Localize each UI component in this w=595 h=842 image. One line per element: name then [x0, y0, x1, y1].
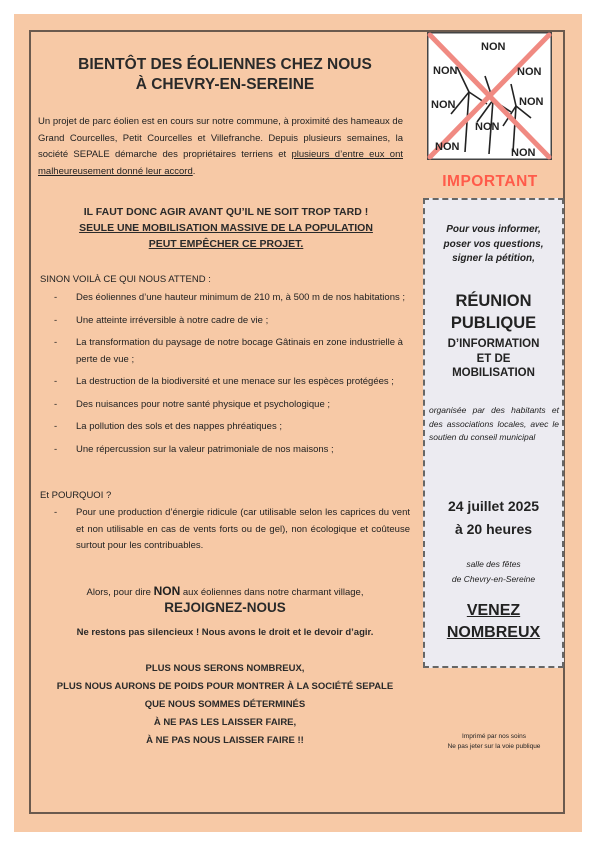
- title-line-2: À CHEVRY-EN-SEREINE: [135, 76, 315, 93]
- closing-line: À NE PAS LES LAISSER FAIRE,: [153, 717, 297, 728]
- intro-end: .: [192, 165, 196, 177]
- inform-line: poser vos questions,: [443, 238, 544, 250]
- title-line-1: BIENTÔT DES ÉOLIENNES CHEZ NOUS: [78, 56, 372, 73]
- threat-item: - Une atteinte irréversible à notre cadre de vie ;: [40, 313, 410, 330]
- threat-item: - Des nuisances pour notre santé physique et psychologique ;: [40, 397, 410, 414]
- threat-item: - La pollution des sols et des nappes phréatiques ;: [40, 419, 410, 436]
- logo-non-word: NON: [517, 66, 542, 78]
- logo-non-word: NON: [435, 141, 460, 153]
- alors-before: Alors, pour dire: [86, 587, 154, 598]
- urgent-call: [40, 204, 412, 252]
- print-line: Ne pas jeter sur la voie publique: [447, 743, 541, 750]
- print-line: Imprimé par nos soins: [462, 733, 526, 740]
- closing-statement: [40, 660, 410, 750]
- date-line: 24 juillet 2025: [447, 498, 540, 514]
- print-notice: [430, 732, 558, 752]
- intro-underlined: plusieurs d’entre eux ont malheureusement donné leur accord: [38, 149, 403, 177]
- venue-line: de Chevry-en-Sereine: [451, 573, 536, 584]
- venez-line: VENEZ: [466, 602, 521, 619]
- flyer-title: [40, 55, 410, 95]
- time-line: à 20 heures: [454, 521, 533, 537]
- info-line: D’INFORMATION: [447, 338, 540, 350]
- alors-line: [40, 584, 410, 598]
- alors-after: aux éoliennes dans notre charmant village,: [180, 587, 364, 598]
- threat-item: - La destruction de la biodiversité et une menace sur les espèces protégées ;: [40, 374, 410, 391]
- closing-line: PLUS NOUS AURONS DE POIDS POUR MONTRER À LA SOCIÉTÉ SEPALE: [56, 681, 394, 692]
- threats-list: [40, 290, 410, 464]
- inform-line: signer la pétition,: [452, 253, 535, 264]
- reunion-line: PUBLIQUE: [450, 314, 537, 332]
- logo-non-word: NON: [475, 121, 500, 133]
- closing-line: À NE PAS NOUS LAISSER FAIRE !!: [146, 735, 304, 746]
- reunion-line: RÉUNION: [455, 292, 532, 310]
- inform-lines: [425, 223, 562, 267]
- intro-paragraph: [38, 114, 403, 180]
- threats-heading: SINON VOILÀ CE QUI NOUS ATTEND :: [40, 274, 211, 285]
- logo-non-word: NON: [511, 147, 536, 159]
- no-wind-turbines-logo: [427, 32, 552, 160]
- intro-text: Un projet de parc éolien est en cours sur notre commune, à proximité des hameaux de Grand Courcelles, Petit Courcelles et Villefranche. Depuis plusieurs semaines, la société SEPALE démarche des propriétaires terriens et: [38, 116, 403, 160]
- logo-non-word: NON: [519, 96, 544, 108]
- threat-item: - La transformation du paysage de notre bocage Gâtinais en zone industrielle à perte de vue ;: [40, 335, 410, 368]
- urgent-line-3: PEUT EMPÊCHER CE PROJET.: [148, 238, 304, 250]
- reason-item: - Pour une production d’énergie ridicule (car utilisable selon les caprices du vent et non utilisable en cas de vents forts ou de gel), non écologique et coûteuse surtout pour les contribuables.: [40, 505, 410, 555]
- reasons-heading: Et POURQUOI ?: [40, 490, 112, 501]
- closing-line: PLUS NOUS SERONS NOMBREUX,: [145, 663, 305, 674]
- inform-line: Pour vous informer,: [446, 224, 541, 235]
- info-line: MOBILISATION: [452, 367, 535, 379]
- important-label: IMPORTANT: [442, 173, 538, 190]
- urgent-line-2: SEULE UNE MOBILISATION MASSIVE DE LA POPULATION: [79, 222, 373, 234]
- threat-item: - Une répercussion sur la valeur patrimoniale de nos maisons ;: [40, 442, 410, 459]
- organisers-text: organisée par des habitants et des associations locales, avec le soutien du conseil municipal: [429, 405, 559, 442]
- logo-non-word: NON: [433, 65, 458, 77]
- rejoignez-heading: REJOIGNEZ-NOUS: [164, 600, 286, 615]
- closing-line: QUE NOUS SOMMES DÉTERMINÉS: [144, 699, 306, 710]
- info-line: ET DE: [476, 352, 511, 365]
- nombreux-line: NOMBREUX: [446, 624, 541, 641]
- info-mobilisation: [425, 337, 562, 381]
- logo-non-word: NON: [481, 41, 506, 53]
- meeting-venue: [425, 557, 562, 586]
- venue-line: salle des fêtes: [466, 559, 521, 569]
- threat-item: - Des éoliennes d’une hauteur minimum de 210 m, à 500 m de nos habitations ;: [40, 290, 410, 307]
- silence-line: Ne restons pas silencieux ! Nous avons le droit et le devoir d’agir.: [76, 627, 374, 638]
- urgent-line-1: IL FAUT DONC AGIR AVANT QU’IL NE SOIT TROP TARD !: [83, 206, 369, 218]
- venez-nombreux: [425, 600, 562, 644]
- meeting-date: [425, 495, 562, 541]
- reunion-heading: [425, 290, 562, 334]
- alors-non: NON: [153, 584, 181, 598]
- reasons-list: [40, 505, 410, 561]
- logo-non-word: NON: [431, 99, 456, 111]
